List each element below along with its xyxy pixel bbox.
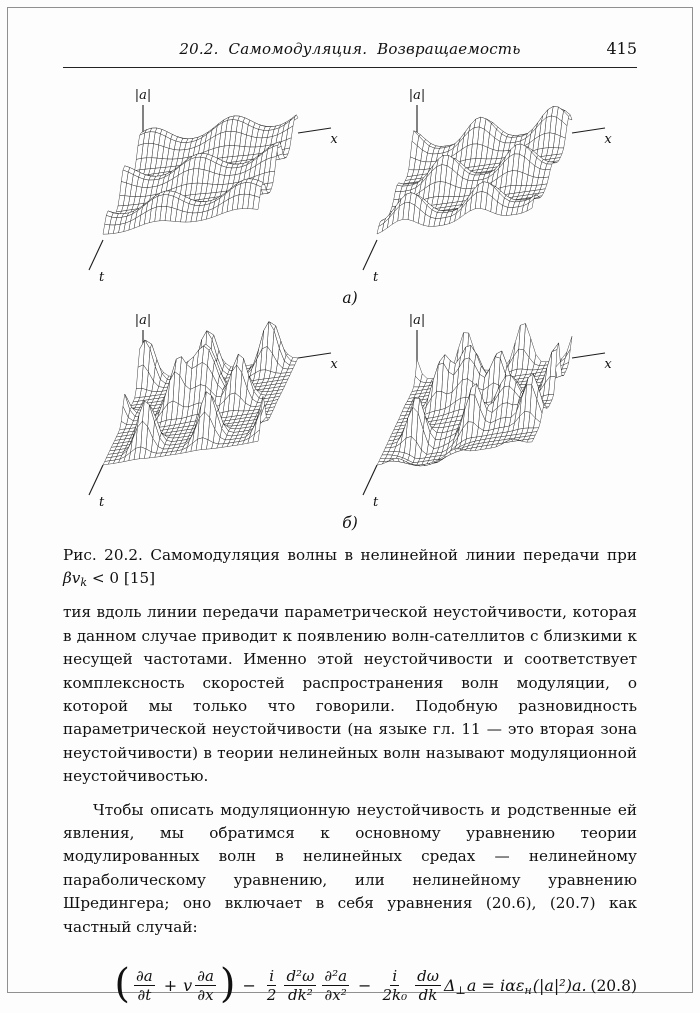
axis-label-t: t bbox=[373, 270, 379, 285]
equation-20-8 bbox=[63, 959, 637, 1013]
caption-beta-v: βv bbox=[63, 569, 80, 587]
surface-plot-svg bbox=[83, 309, 343, 514]
velocity-v: v bbox=[183, 976, 192, 995]
panel-label-b: б) bbox=[63, 514, 637, 532]
axis-label-amplitude: |a| bbox=[135, 313, 152, 328]
page-number: 415 bbox=[606, 39, 637, 58]
surface-plot-a-left bbox=[83, 84, 343, 289]
epsilon-subscript: н bbox=[524, 984, 531, 997]
running-title: 20.2. Самомодуляция. Возвращаемость bbox=[63, 40, 637, 58]
axis-label-x: x bbox=[604, 132, 612, 147]
frac-da-dt: $\frac{\partial a}{\partial t}$ bbox=[134, 967, 155, 1006]
figure-caption bbox=[63, 544, 637, 591]
header-rule bbox=[63, 67, 637, 68]
figure-row-b bbox=[63, 309, 637, 514]
surface-plot-a-right bbox=[357, 84, 617, 289]
minus-op-1: − bbox=[243, 976, 256, 995]
axis-label-amplitude: |a| bbox=[409, 313, 426, 328]
figure-caption-line1: Рис. 20.2. Самомодуляция волны в нелинейной линии передачи при bbox=[63, 544, 637, 567]
laplacian-delta: Δ bbox=[444, 976, 456, 995]
body-paragraph-1: тия вдоль линии передачи параметрической неустойчивости, которая в данном случае приводит к появлению волн-сателлитов с близкими к несущей частотами. Именно этой неустойчивости и соответствует комплексность скоростей распространения волн модуляции, о которой мы только что говорили. Подобную разновидность параметрической неустойчивости (на языке гл. 11 — это вторая зона неустойчивости) в теории нелинейных волн называют модуляционной неустойчивостью. bbox=[63, 601, 637, 788]
figure-20-2 bbox=[63, 84, 637, 532]
axis-label-t: t bbox=[373, 495, 379, 510]
caption-subscript-k: k bbox=[80, 576, 87, 589]
surface-plot-b-right bbox=[357, 309, 617, 514]
axis-label-x: x bbox=[604, 357, 612, 372]
axis-label-x: x bbox=[330, 132, 338, 147]
figure-row-a bbox=[63, 84, 637, 289]
surface-plot-svg bbox=[357, 84, 617, 289]
axis-label-t: t bbox=[99, 495, 105, 510]
panel-label-a: а) bbox=[63, 289, 637, 307]
caption-condition: < 0 [15] bbox=[87, 569, 155, 587]
axis-label-t: t bbox=[99, 270, 105, 285]
frac-d2w-dk2: $\frac{\text{d²ω}}{\text{dk²}}$ bbox=[284, 967, 316, 1006]
equation-rhs: a = iαε bbox=[467, 976, 525, 995]
axis-label-amplitude: |a| bbox=[135, 88, 152, 103]
frac-da-dx: $\frac{\partial a}{\partial x}$ bbox=[195, 967, 216, 1006]
minus-op-2: − bbox=[358, 976, 371, 995]
axis-label-x: x bbox=[330, 357, 338, 372]
frac-d2a-dx2: $\frac{\text{∂²a}}{\text{∂x²}}$ bbox=[322, 967, 349, 1006]
page-header bbox=[63, 40, 637, 60]
body-paragraph-2: Чтобы описать модуляционную неустойчивость и родственные ей явления, мы обратимся к основному уравнению теории модулированных волн в нелинейных средах — нелинейному параболическому уравнению, или нелинейному уравнению Шредингера; оно включает в себя уравнения (20.6), (20.7) как частный случай: bbox=[63, 799, 637, 939]
surface-plot-svg bbox=[83, 84, 343, 289]
body-text bbox=[63, 601, 637, 939]
frac-i-2: $\frac{i}{2}$ bbox=[265, 967, 279, 1006]
axis-label-amplitude: |a| bbox=[409, 88, 426, 103]
perp-subscript: ⊥ bbox=[456, 984, 466, 997]
equation-tail: (|a|²)a. bbox=[533, 976, 587, 995]
frac-i-2k0: $\frac{i}{\text{2k₀}}$ bbox=[380, 967, 409, 1006]
figure-caption-line2 bbox=[63, 567, 637, 592]
frac-dw-dk: $\frac{d\omega}{dk}$ bbox=[415, 967, 441, 1006]
surface-plot-b-left bbox=[83, 309, 343, 514]
equation-number: (20.8) bbox=[590, 977, 637, 995]
equation-body: ( $\frac{\partial a}{\partial t}$ + v $\frac{\partial a}{\partial x}$ ) − $\frac{i}{2}$ $\frac{\text{d²ω}}{\text{dk²}}$ $\frac{\text{∂²a}}{\text{∂x²}}$ − $\frac{i}{\text{2k₀}}$ $\frac{d\omega}{dk}$ Δ ⊥ a = iαε н (|a|²)a. bbox=[113, 967, 586, 1006]
book-page bbox=[63, 0, 637, 1013]
surface-plot-svg bbox=[357, 309, 617, 514]
plus-op: + bbox=[164, 976, 177, 995]
